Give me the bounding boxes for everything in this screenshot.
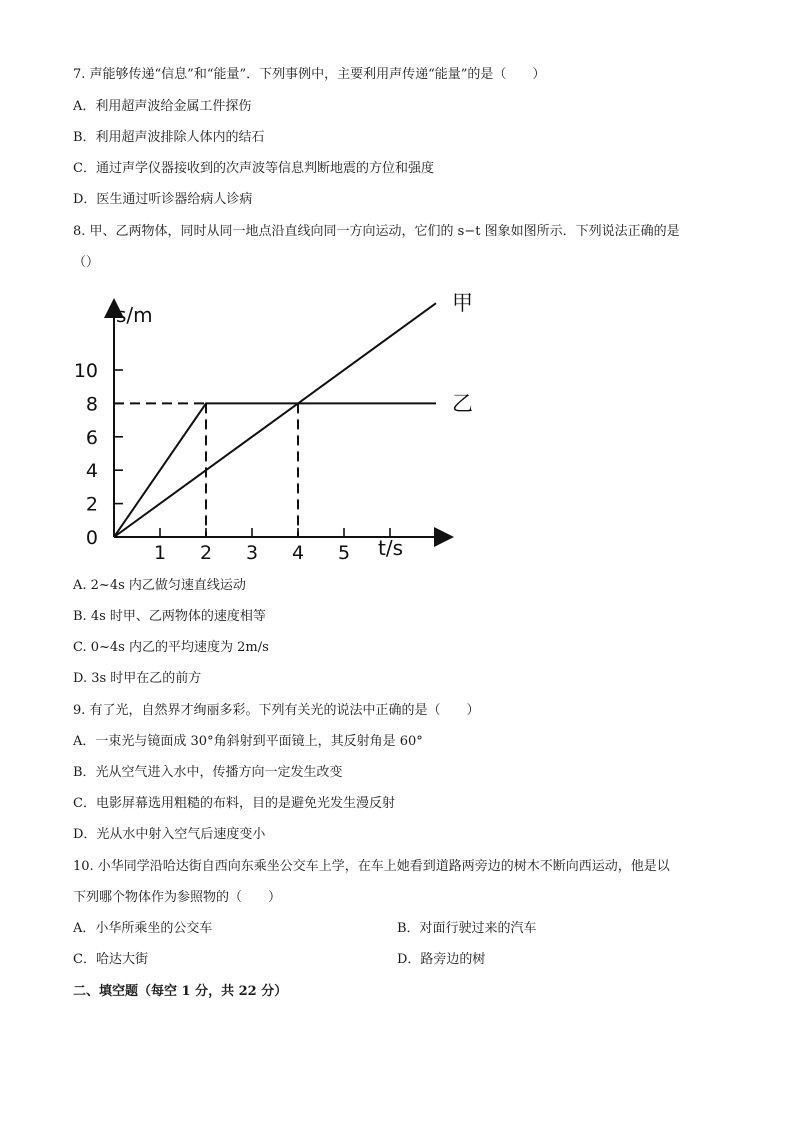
q7-option-d: D．医生通过听诊器给病人诊病 bbox=[73, 192, 253, 207]
q9-option-c: C．电影屏幕选用粗糙的布料，目的是避免光发生漫反射 bbox=[73, 796, 395, 811]
q8-option-a: A. 2~4s 内乙做匀速直线运动 bbox=[73, 578, 246, 593]
y-tick-label: 8 bbox=[85, 393, 98, 416]
q8-stem-line2: （） bbox=[73, 255, 100, 270]
y-tick-label: 4 bbox=[85, 460, 98, 483]
q7-stem: 7. 声能够传递“信息”和“能量”．下列事例中，主要利用声传递“能量”的是（ ） bbox=[73, 67, 546, 82]
q8-option-b: B. 4s 时甲、乙两物体的速度相等 bbox=[73, 609, 266, 624]
q9-option-d: D．光从水中射入空气后速度变小 bbox=[73, 827, 266, 842]
y-axis-label: s/m bbox=[116, 303, 153, 327]
series-line-0 bbox=[114, 303, 436, 537]
q10-stem-line2: 下列哪个物体作为参照物的（ ） bbox=[73, 890, 282, 905]
x-tick-label: 1 bbox=[153, 542, 167, 564]
q9-option-a: A．一束光与镜面成 30°角斜射到平面镜上，其反射角是 60° bbox=[73, 734, 423, 749]
q7-option-a: A．利用超声波给金属工件探伤 bbox=[73, 99, 252, 114]
q8-option-c: C. 0~4s 内乙的平均速度为 2m/s bbox=[73, 640, 269, 655]
y-tick-label: 2 bbox=[85, 493, 98, 516]
q10-option-a: A．小华所乘坐的公交车 bbox=[73, 921, 213, 936]
series-line-1 bbox=[114, 403, 436, 537]
q10-option-b: B．对面行驶过来的汽车 bbox=[397, 921, 537, 936]
series-label-1: 乙 bbox=[452, 391, 473, 416]
q7-option-b: B．利用超声波排除人体内的结石 bbox=[73, 130, 265, 145]
q10-option-c: C．哈达大街 bbox=[73, 952, 148, 967]
q9-option-b: B．光从空气进入水中，传播方向一定发生改变 bbox=[73, 765, 343, 780]
x-tick-label: 2 bbox=[199, 542, 213, 564]
x-axis-label: t/s bbox=[378, 536, 403, 560]
series-label-0: 甲 bbox=[452, 291, 473, 316]
q7-option-c: C．通过声学仪器接收到的次声波等信息判断地震的方位和强度 bbox=[73, 161, 434, 176]
y-tick-label: 6 bbox=[85, 426, 98, 449]
x-tick-label: 4 bbox=[291, 542, 305, 564]
x-tick-label: 3 bbox=[245, 542, 259, 564]
q9-stem: 9. 有了光，自然界才绚丽多彩。下列有关光的说法中正确的是（ ） bbox=[73, 703, 480, 718]
x-tick-label: 5 bbox=[337, 542, 351, 564]
st-graph bbox=[60, 290, 480, 570]
y-tick-label: 10 bbox=[73, 360, 98, 382]
q8-option-d: D. 3s 时甲在乙的前方 bbox=[73, 671, 202, 686]
q10-stem-line1: 10. 小华同学沿哈达街自西向东乘坐公交车上学，在车上她看到道路两旁边的树木不断向西运动，他是以 bbox=[73, 859, 670, 874]
q8-stem-line1: 8. 甲、乙两物体，同时从同一地点沿直线向同一方向运动，它们的 s−t 图象如图所示．下列说法正确的是 bbox=[73, 224, 680, 239]
section-title: 二、填空题（每空 1 分，共 22 分） bbox=[73, 984, 288, 999]
q10-option-d: D．路旁边的树 bbox=[397, 952, 486, 967]
y-tick-label: 0 bbox=[85, 527, 98, 549]
